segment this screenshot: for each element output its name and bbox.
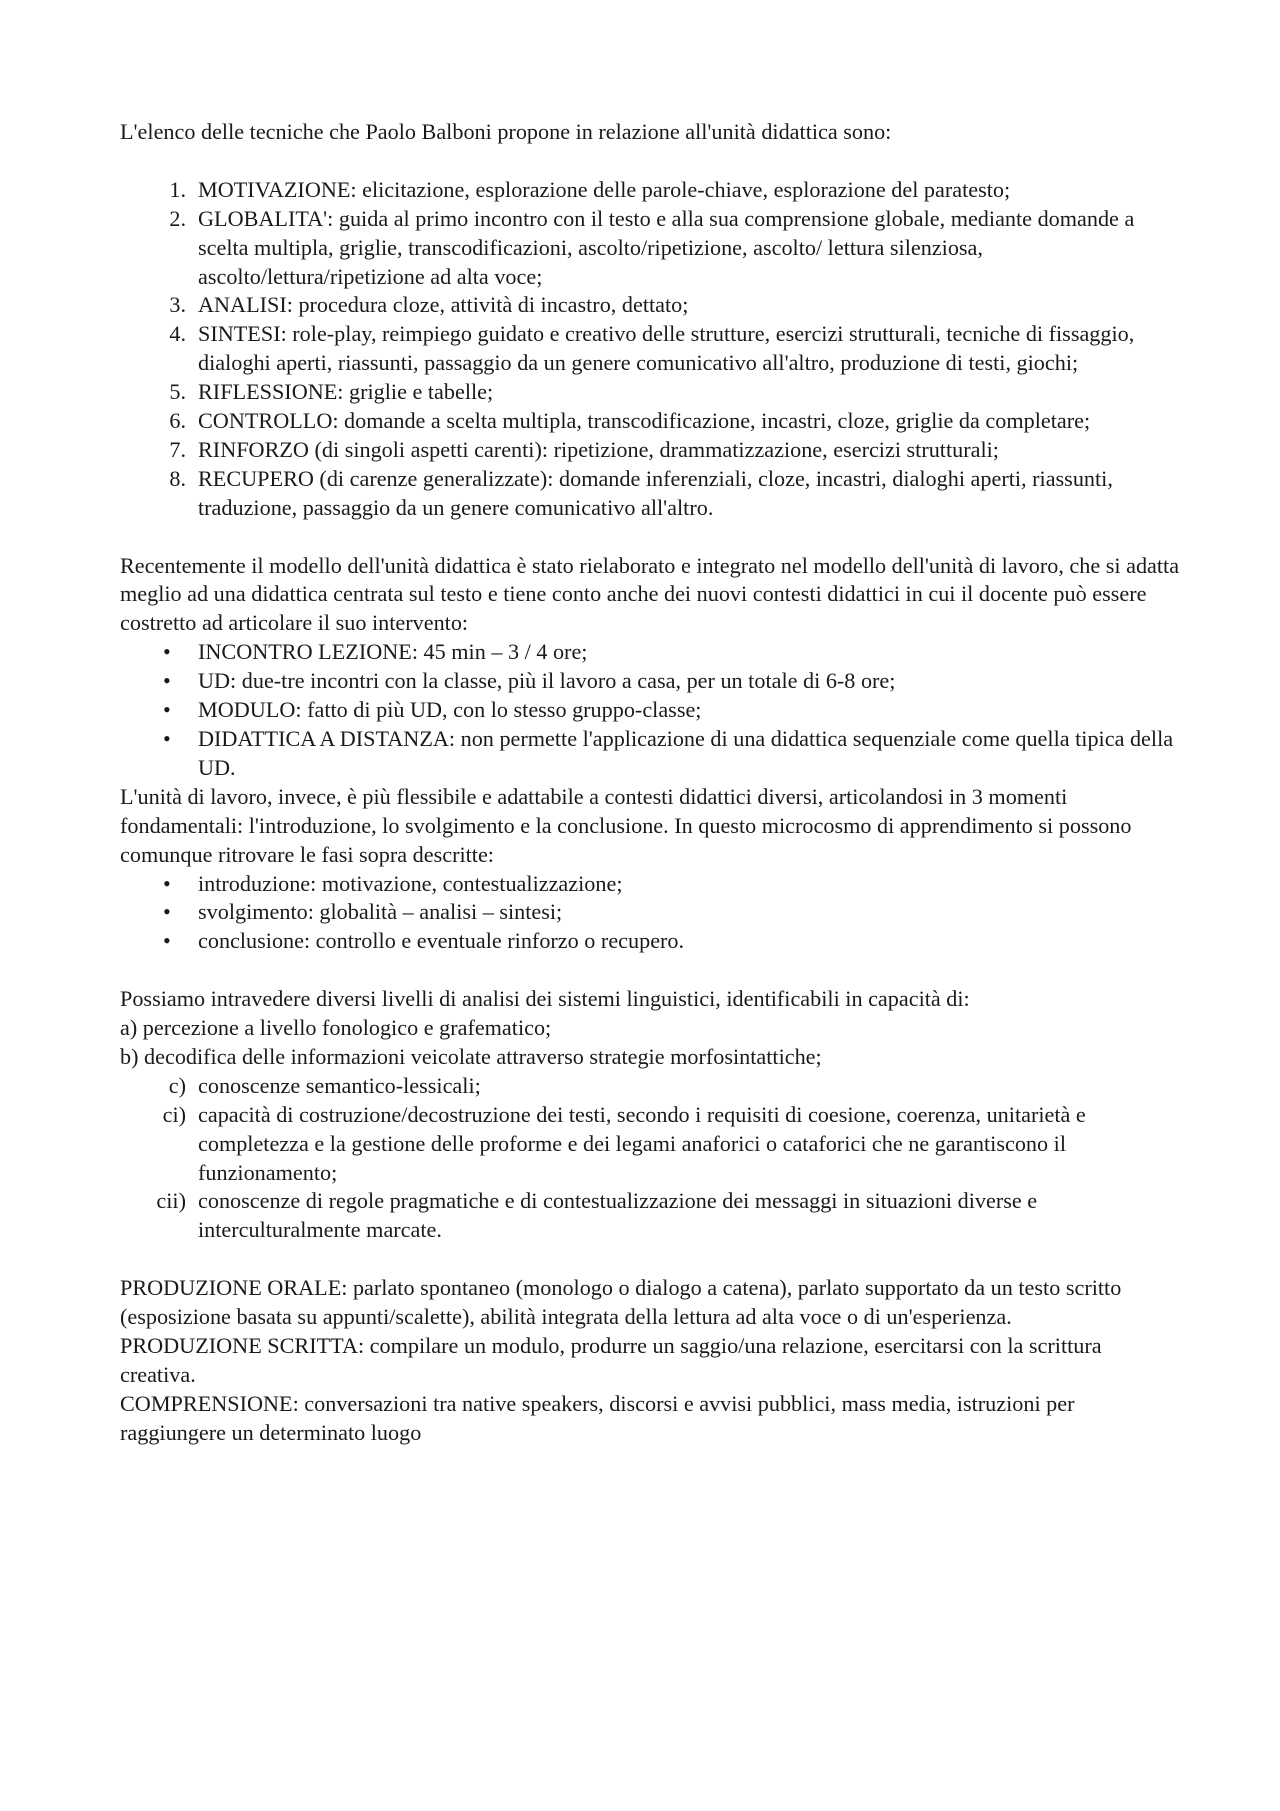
list-label: c) bbox=[168, 1072, 186, 1098]
level-a-line: a) percezione a livello fonologico e grafematico; bbox=[120, 1015, 552, 1041]
list-item bbox=[120, 696, 1180, 725]
list-item-text: DIDATTICA A DISTANZA: non permette l'applicazione di una didattica sequenziale come quella tipica della UD. bbox=[198, 726, 1174, 780]
list-item bbox=[120, 1101, 1180, 1188]
list-label: cii) bbox=[156, 1188, 186, 1214]
list-number: 6. bbox=[169, 408, 186, 434]
list-item-text: INCONTRO LEZIONE: 45 min – 3 / 4 ore; bbox=[198, 639, 588, 665]
list-item bbox=[120, 465, 1180, 523]
oral-production-paragraph: PRODUZIONE ORALE: parlato spontaneo (monologo o dialogo a catena), parlato supportato da un testo scritto (esposizione basata su appunti/scalette), abilità integrata della lettura ad alta voce o di un'esperienza. bbox=[120, 1275, 1122, 1330]
list-item-text: MODULO: fatto di più UD, con lo stesso gruppo-classe; bbox=[198, 697, 702, 723]
list-item-text: svolgimento: globalità – analisi – sintesi; bbox=[198, 899, 563, 925]
list-item bbox=[120, 407, 1180, 436]
level-b-line: b) decodifica delle informazioni veicolate attraverso strategie morfosintattiche; bbox=[120, 1043, 822, 1069]
bullet-icon: • bbox=[163, 668, 171, 694]
list-item bbox=[120, 176, 1180, 205]
list-item bbox=[120, 436, 1180, 465]
written-production-paragraph: PRODUZIONE SCRITTA: compilare un modulo, produrre un saggio/una relazione, esercitarsi con la scrittura creativa. bbox=[120, 1333, 1102, 1387]
paragraph-spacer bbox=[120, 956, 1180, 985]
list-item bbox=[120, 291, 1180, 320]
bullet-icon: • bbox=[163, 870, 171, 896]
bullet-icon: • bbox=[163, 726, 171, 751]
bullet-icon: • bbox=[163, 899, 171, 925]
list-item-text: conclusione: controllo e eventuale rinforzo o recupero. bbox=[198, 928, 685, 954]
levels-sublist bbox=[120, 1072, 1180, 1245]
list-item-text: GLOBALITA': guida al primo incontro con il testo e alla sua comprensione globale, mediante domande a scelta multipla, griglie, transcodificazioni, ascolto/ripetizione, ascolto/ lettura silenziosa, ascolto/lettura/ripetizione ad alta voce; bbox=[198, 205, 1135, 289]
intro-paragraph: L'elenco delle tecniche che Paolo Balboni propone in relazione all'unità didattica sono: bbox=[120, 119, 892, 144]
paragraph-spacer bbox=[120, 523, 1180, 552]
list-number: 5. bbox=[169, 379, 186, 405]
list-item-text: CONTROLLO: domande a scelta multipla, transcodificazione, incastri, cloze, griglie da completare; bbox=[198, 408, 1091, 434]
list-number: 7. bbox=[169, 436, 186, 462]
list-item-text: conoscenze semantico-lessicali; bbox=[198, 1072, 481, 1098]
unit-model-paragraph: Recentemente il modello dell'unità didattica è stato rielaborato e integrato nel modello dell'unità di lavoro, che si adatta meglio ad una didattica centrata sul testo e tiene conto anche dei nuovi contesti didattici in cui il docente può essere costretto ad articolare il suo intervento: bbox=[120, 552, 1180, 636]
list-item-text: UD: due-tre incontri con la classe, più il lavoro a casa, per un totale di 6-8 ore; bbox=[198, 668, 896, 694]
list-item-text: conoscenze di regole pragmatiche e di contestualizzazione dei messaggi in situazioni diverse e interculturalmente marcate. bbox=[198, 1188, 1038, 1243]
list-item bbox=[120, 1072, 1180, 1101]
comprehension-paragraph: COMPRENSIONE: conversazioni tra native speakers, discorsi e avvisi pubblici, mass media, istruzioni per raggiungere un determinato luogo bbox=[120, 1390, 1075, 1445]
list-item bbox=[120, 725, 1180, 783]
list-item bbox=[120, 378, 1180, 407]
list-item bbox=[120, 320, 1180, 378]
list-item-text: RIFLESSIONE: griglie e tabelle; bbox=[198, 379, 494, 405]
phases-list bbox=[120, 870, 1180, 957]
bullet-icon: • bbox=[163, 697, 171, 723]
list-item-text: introduzione: motivazione, contestualizzazione; bbox=[198, 870, 623, 896]
analysis-levels-paragraph: Possiamo intravedere diversi livelli di analisi dei sistemi linguistici, identificabili in capacità di: bbox=[120, 986, 970, 1012]
work-unit-paragraph: L'unità di lavoro, invece, è più flessibile e adattabile a contesti didattici diversi, articolandosi in 3 momenti fondamentali: l'introduzione, lo svolgimento e la conclusione. In questo microcosmo di apprendimento si possono comunque ritrovare le fasi sopra descritte: bbox=[120, 783, 1132, 867]
list-label: ci) bbox=[162, 1101, 186, 1127]
list-item-text: ANALISI: procedura cloze, attività di incastro, dettato; bbox=[198, 292, 689, 318]
list-number: 2. bbox=[169, 205, 186, 231]
list-number: 4. bbox=[169, 321, 186, 347]
list-item bbox=[120, 205, 1180, 292]
list-item-text: capacità di costruzione/decostruzione dei testi, secondo i requisiti di coesione, coerenza, unitarietà e completezza e la gestione delle proforme e dei legami anaforici o cataforici che ne garantiscono il funzionamento; bbox=[198, 1101, 1086, 1185]
list-item-text: RECUPERO (di carenze generalizzate): domande inferenziali, cloze, incastri, dialoghi aperti, riassunti, traduzione, passaggio da un genere comunicativo all'altro. bbox=[198, 465, 1113, 520]
list-item-text: MOTIVAZIONE: elicitazione, esplorazione delle parole-chiave, esplorazione del paratesto; bbox=[198, 176, 1011, 202]
paragraph-spacer bbox=[120, 1245, 1180, 1274]
list-item-text: RINFORZO (di singoli aspetti carenti): ripetizione, drammatizzazione, esercizi strutturali; bbox=[198, 436, 999, 462]
units-list bbox=[120, 638, 1180, 783]
list-number: 1. bbox=[169, 176, 186, 202]
bullet-icon: • bbox=[163, 639, 171, 665]
list-item bbox=[120, 638, 1180, 667]
list-item bbox=[120, 870, 1180, 899]
list-number: 3. bbox=[169, 292, 186, 318]
list-item bbox=[120, 1187, 1180, 1245]
bullet-icon: • bbox=[163, 928, 171, 954]
list-item bbox=[120, 927, 1180, 956]
list-item-text: SINTESI: role-play, reimpiego guidato e creativo delle strutture, esercizi strutturali, tecniche di fissaggio, dialoghi aperti, riassunti, passaggio da un genere comunicativo all'altro, produzione di testi, giochi; bbox=[198, 321, 1135, 376]
list-number: 8. bbox=[169, 465, 186, 491]
list-item bbox=[120, 667, 1180, 696]
list-item bbox=[120, 898, 1180, 927]
techniques-list bbox=[120, 176, 1180, 523]
document-page bbox=[120, 118, 1180, 1448]
